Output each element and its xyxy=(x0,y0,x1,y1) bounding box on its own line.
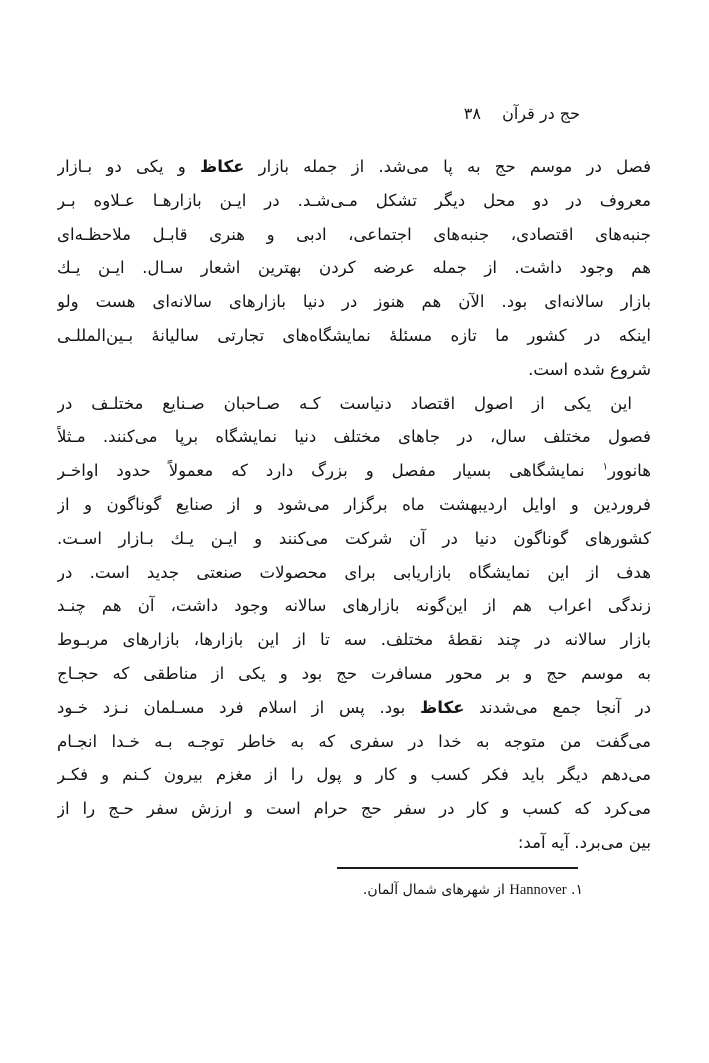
line-text: فصول مختلف سال، در جاهای مختلف دنيا نمايشگاه برپا می‌كنند. مـثلاً xyxy=(57,427,651,447)
line-text: اينكه در كشور ما تازه مسئلهٔ نمايشگاه‌های تجارتی ساليانهٔ بـين‌المللـی xyxy=(57,325,651,345)
body-line xyxy=(57,792,651,826)
line-text: شروع شده است. xyxy=(528,359,651,379)
line-text: در آنجا جمع می‌شدند xyxy=(464,697,651,717)
line-text: معروف در دو محل ديگر تشكل مـی‌شـد. در ايـن بازارهـا عـلاوه بـر xyxy=(57,190,651,210)
line-text: جنبه‌های اقتصادی، جنبه‌های اجتماعی، ادبی و هنری قابـل ملاحظـه‌ای xyxy=(57,224,651,244)
footnote-latin-word: Hannover xyxy=(509,882,567,898)
body-line-paragraph-end xyxy=(57,353,651,387)
footnote-text: از شهرهای شمال آلمان. xyxy=(362,882,505,898)
line-text: به موسم حج و بر محور مسافرت حج بود و يكی از مناطقی كه حجـاج xyxy=(57,663,651,683)
body-line xyxy=(57,420,651,454)
book-title: حج در قرآن xyxy=(502,104,580,123)
line-text: بازار سالانه‌ای بود. الآن هم هنوز در دنيا بازارهای سالانه‌ای هست ولو xyxy=(57,292,651,312)
line-text: هانوور xyxy=(607,461,651,481)
line-text: و يكی دو بـازار xyxy=(57,157,200,176)
running-header xyxy=(464,102,580,126)
line-text: بازار سالانه در چند نقطهٔ مختلف. سه تا از اين بازارها، بازارهای مربـوط xyxy=(57,630,651,650)
body-line xyxy=(57,758,651,792)
body-line xyxy=(57,623,651,657)
line-text: بين می‌برد. آيه آمد: xyxy=(517,832,651,852)
body-line-paragraph-start xyxy=(57,387,651,421)
line-text: فصل در موسم حج به پا می‌شد. از جمله بازار xyxy=(244,157,651,176)
line-text: اين يكی از اصول اقتصاد دنياست كـه صـاحبان صـنايع مختلـف در xyxy=(57,393,632,413)
line-text: می‌دهم ديگر بايد فكر كسب و كار و پول را از مغزم بيرون كـنم و فكـر xyxy=(57,765,651,785)
body-line xyxy=(57,150,651,184)
line-text: بود. پس از اسلام فرد مسـلمان نـزد خـود xyxy=(57,697,420,717)
line-text: كشورهای گوناگون دنيا در آن شركت می‌كنند و ايـن يـك بـازار اسـت. xyxy=(57,528,651,548)
line-text: هم وجود داشت. از جمله عرضه كردن بهترين اشعار سـال. ايـن يـك xyxy=(57,258,651,278)
line-text: فروردين و اوايل ارديبهشت ماه برگزار می‌شود و از صنايع گوناگون و از xyxy=(57,494,651,514)
body-line xyxy=(57,488,651,522)
line-text: زندگی اعراب هم از اين‌گونه بازارهای سالانه وجود داشت، آن هم چنـد xyxy=(57,596,651,616)
body-line xyxy=(57,184,651,218)
bold-term: عكاظ xyxy=(199,157,245,176)
body-line xyxy=(57,725,651,759)
line-text: نمايشگاهی بسيار مفصل و بزرگ دارد كه معمولاً حدود اواخـر xyxy=(57,461,603,481)
line-text: می‌كرد كه كسب و كار در سفر حج حرام است و ارزش سفر حـج را از xyxy=(57,799,651,819)
footnote-marker: ۱. xyxy=(571,882,583,898)
body-text xyxy=(57,150,651,860)
page-number: ۳۸ xyxy=(463,104,481,123)
footnote-reference-marker: ۱ xyxy=(602,461,608,473)
body-line xyxy=(57,556,651,590)
footnote xyxy=(363,879,583,901)
body-line xyxy=(57,454,651,488)
body-line xyxy=(57,285,651,319)
bold-term: عكاظ xyxy=(420,697,465,717)
footnote-separator-rule xyxy=(337,867,578,869)
body-line-paragraph-end xyxy=(57,826,651,860)
body-line xyxy=(57,251,651,285)
body-line xyxy=(57,218,651,252)
body-line xyxy=(57,522,651,556)
body-line xyxy=(57,691,651,725)
body-line xyxy=(57,657,651,691)
body-line xyxy=(57,319,651,353)
line-text: می‌گفت من متوجه به خدا در سفری كه به خاطر توجـه بـه خـدا انجـام xyxy=(57,731,651,751)
body-line xyxy=(57,589,651,623)
line-text: هدف از اين نمايشگاه بازاريابی برای محصولات صنعتی جديد است. در xyxy=(57,562,651,582)
